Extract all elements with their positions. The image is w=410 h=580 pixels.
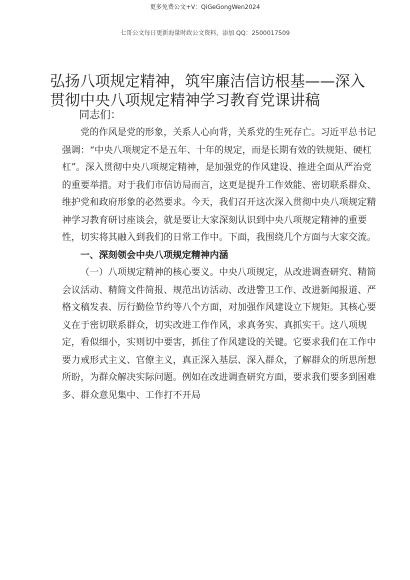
document-body	[62, 124, 380, 404]
body-paragraph: （一）八项规定精神的核心要义。中央八项规定，从改进调查研究、精简会议活动、精简文件简报、规范出访活动、改进警卫工作、改进新闻报道、严格文稿发表、厉行勤俭节约等八个方面，对加强作风建设立下规矩。其核心要义在于密切联系群众，切实改进工作作风，求真务实、真抓实干。这八项规定，看似细小，实则切中要害，抓住了作风建设的关键。它要求我们在工作中要力戒形式主义、官僚主义，真正深入基层、深入群众，了解群众的所思所想所盼，为群众解决实际问题。例如在改进调查研究方面，要求我们要多到困难多、群众意见集中、工作打不开局	[62, 267, 377, 401]
salutation: 同志们：	[79, 109, 121, 121]
header-bar	[0, 0, 410, 14]
promo-note: 更多免费公文+V：QiGeGongWen2024	[149, 4, 261, 11]
document-title: 弘扬八项规定精神，筑牢廉洁信访根基——深入贯彻中央八项规定精神学习教育党课讲稿	[50, 72, 366, 109]
intro-paragraph: 党的作风是党的形象，关系人心向背，关系党的生死存亡。习近平总书记强调：“中央八项规定不是五年、十年的规定，而是长期有效的铁规矩、硬杠杠”。深入贯彻中央八项规定精神，是加强党的作风建设、推进全面从严治党的重要举措。对于我们市信访局而言，这更是提升工作效能、密切联系群众、维护党和政府形象的必然要求。今天，我们召开这次深入贯彻中央八项规定精神学习教育研讨座谈会，就是要让大家深刻认识到中央八项规定精神的重要性，切实将其融入到我们的日常工作中。下面，我围绕几个方面与大家交流。	[62, 127, 377, 243]
section-heading: 一、深刻领会中央八项规定精神内涵	[80, 249, 229, 261]
source-note: 七哥公文每日更新海量时政公文资料，添加 QQ：2500017509	[120, 30, 290, 37]
